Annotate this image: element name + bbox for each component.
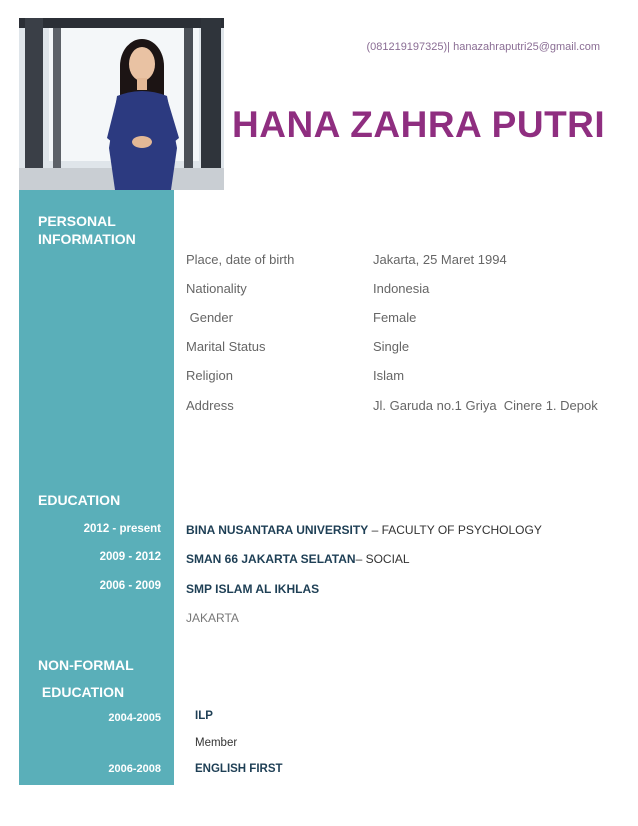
- nonformal-years-2: 2006-2008: [108, 763, 161, 775]
- edu-entry-3: [186, 582, 319, 596]
- edu-entry-1: [186, 523, 542, 537]
- value-marital: Single: [373, 339, 410, 354]
- edu-detail-1: – FACULTY OF PSYCHOLOGY: [368, 523, 542, 537]
- personal-title-line2: INFORMATION: [38, 231, 136, 247]
- label-religion: Religion: [186, 368, 233, 383]
- value-gender: Female: [373, 310, 417, 325]
- personal-title-line1: PERSONAL: [38, 213, 116, 229]
- nonformal-title-line1: NON-FORMAL: [38, 657, 134, 673]
- label-gender: Gender: [186, 310, 233, 325]
- label-marital: Marital Status: [186, 339, 266, 354]
- full-name: HANA ZAHRA PUTRI: [232, 104, 606, 145]
- edu-detail-2: – SOCIAL: [355, 552, 410, 566]
- label-nationality: Nationality: [186, 281, 247, 296]
- nonformal-years-1: 2004-2005: [108, 712, 161, 724]
- edu-school-1: BINA NUSANTARA UNIVERSITY: [186, 523, 369, 537]
- nonformal-org-1: ILP: [195, 710, 213, 722]
- contact-info: (081219197325)| hanazahraputri25@gmail.com: [366, 41, 600, 53]
- value-address: Jl. Garuda no.1 Griya Cinere 1. Depok: [373, 398, 598, 413]
- nonformal-title-line2: EDUCATION: [38, 684, 125, 700]
- edu-years-1: 2012 - present: [83, 523, 161, 535]
- personal-section-title: [38, 212, 136, 248]
- value-religion: Islam: [373, 368, 405, 383]
- nonformal-org-2: ENGLISH FIRST: [195, 763, 283, 775]
- nonformal-role-1: Member: [195, 737, 238, 749]
- value-birth: Jakarta, 25 Maret 1994: [373, 252, 507, 267]
- edu-years-2: 2009 - 2012: [99, 551, 161, 563]
- label-address: Address: [186, 398, 234, 413]
- value-nationality: Indonesia: [373, 281, 430, 296]
- profile-photo-graphic: [19, 18, 224, 190]
- edu-school-2: SMAN 66 JAKARTA SELATAN: [186, 552, 356, 566]
- edu-school-3: SMP ISLAM AL IKHLAS: [186, 582, 320, 596]
- label-birth: Place, date of birth: [186, 252, 295, 267]
- edu-extra-line: JAKARTA: [186, 611, 239, 625]
- nonformal-section-title: [38, 652, 134, 706]
- edu-years-3: 2006 - 2009: [99, 580, 161, 592]
- profile-photo: [19, 18, 224, 190]
- edu-entry-2: [186, 552, 410, 566]
- education-section-title: EDUCATION: [38, 492, 121, 508]
